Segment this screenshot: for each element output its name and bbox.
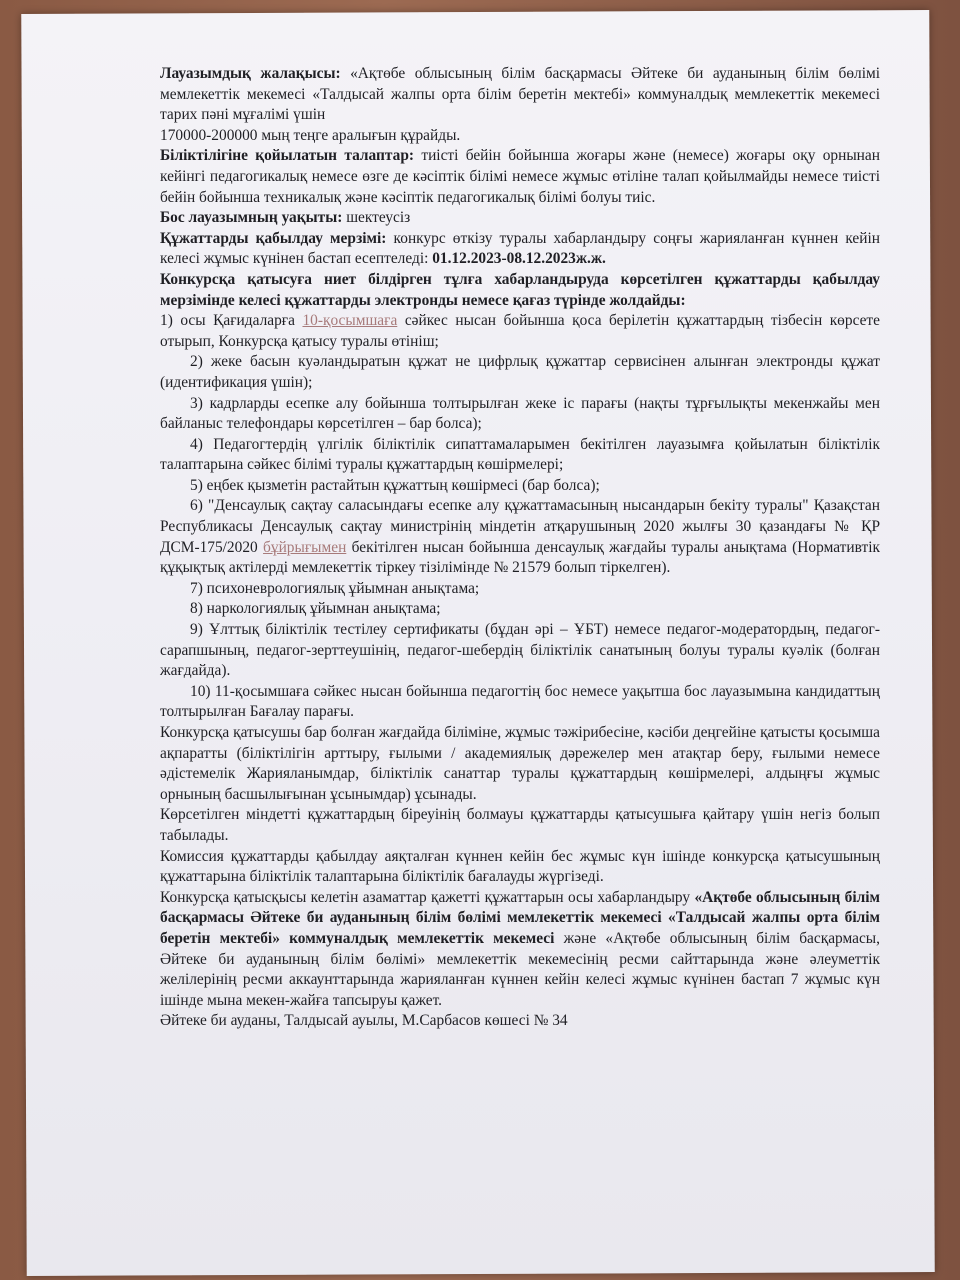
deadline-text: конкурс өткізу туралы хабарландыру соңғы жарияланған күннен кейін келесі жұмыс күнінен бастап есептеледі: [160, 229, 880, 268]
vacancy-time-text: шектеусіз [346, 209, 411, 227]
doc-item-1-suffix: сәйкес нысан бойынша қоса берілетін құжаттардың тізбесін көрсете отырып, Конкурсқа қатысу туралы өтініш; [160, 312, 880, 350]
documents-heading-text: Конкурсқа қатысуға ниет білдірген тұлға хабарландыруда көрсетілген құжаттарды қабылдау мерзімінде келесі құжаттарды электронды немесе қағаз түрінде жолдайды: [160, 270, 880, 309]
doc-item-9: 9) Ұлттық біліктілік тестілеу сертификаты (бұдан әрі – ҰБТ) немесе педагог-модератордың, педагог-сарапшының, педагог-зерттеушінің, педагог-шебердің біліктілік санатының болуы туралы куәлік (болған жағдайда). [160, 621, 880, 680]
vacancy-time-label: Бос лауазымның уақыты: [160, 209, 343, 227]
deadline-paragraph [160, 229, 880, 270]
doc-item-8: 8) наркологиялық ұйымнан анықтама; [190, 600, 441, 618]
doc-item-10: 10) 11-қосымшаға сәйкес нысан бойынша педагогтің бос немесе уақытша бос лауазымына кандидаттың толтырылған Бағалау парағы. [160, 682, 880, 721]
address-line: Әйтеке би ауданы, Талдысай ауылы, М.Сарбасов көшесі № 34 [160, 1012, 568, 1030]
additional-info-paragraph: Конкурсқа қатысушы бар болған жағдайда біліміне, жұмыс тәжірибесіне, кәсіби деңгейіне қатысты қосымша ақпаратты (біліктілігін арттыру, ғылыми / академиялық дәрежелер мен атақтар беру, ғылыми немесе әдістемелік Жарияланымдар, біліктілік санаттар туралы құжаттардың көшірмелері, алдыңғы жұмыс орнының басшылығынан ұсынымдар) ұсынады. [160, 724, 880, 803]
submission-intro: Конкурсқа қатысқысы келетін азаматтар қажетті құжаттарын осы хабарландыру [160, 888, 691, 906]
order-link[interactable]: бұйрығымен [263, 538, 347, 556]
requirements-paragraph [160, 146, 880, 208]
salary-text: «Ақтөбе облысының білім басқармасы Әйтеке би ауданының білім бөлімі мемлекеттік мекемесі «Талдысай жалпы орта білім беретін мектебі» коммуналдық мемлекеттік мекемесі тарих пәні мұғалімі үшін [160, 65, 880, 124]
deadline-dates: 01.12.2023-08.12.2023ж.ж. [432, 250, 606, 268]
submission-paragraph [160, 888, 880, 1012]
doc-item-1 [160, 311, 880, 352]
doc-item-6 [160, 496, 880, 578]
doc-item-6-prefix: 6) "Денсаулық сақтау саласындағы есепке алу құжаттамасының нысандарын бекіту туралы" Қазақстан Республикасы Денсаулық сақтау министрінің міндетін атқарушының 2020 жылғы 30 қазандағы № ҚР ДСМ-175/2020 [160, 497, 880, 556]
appendix-10-link[interactable]: 10-қосымшаға [302, 312, 398, 330]
submission-organization: «Ақтөбе облысының білім басқармасы Әйтеке би ауданының білім бөлімі мемлекеттік мекемесі «Талдысай жалпы орта білім беретін мектебі» коммуналдық мемлекеттік мекемесі [160, 888, 880, 947]
vacancy-time-paragraph [160, 208, 880, 229]
documents-heading [160, 270, 880, 311]
salary-amount: 170000-200000 мың теңге аралығын құрайды. [160, 126, 461, 144]
doc-item-7: 7) психоневрологиялық ұйымнан анықтама; [190, 579, 480, 597]
doc-item-1-prefix: 1) осы Қағидаларға [160, 312, 295, 330]
doc-item-4: 4) Педагогтердің үлгілік біліктілік сипаттамаларымен бекітілген лауазымға қойылатын біліктілік талаптарына сәйкес білімі туралы құжаттардың көшірмелері; [160, 435, 880, 474]
salary-paragraph [160, 64, 880, 146]
doc-item-5: 5) еңбек қызметін растайтын құжаттың көшірмесі (бар болса); [190, 476, 600, 494]
doc-item-2: 2) жеке басын куәландыратын құжат не цифрлық құжаттар сервисінен алынған электронды құжат (идентификация үшін); [160, 353, 880, 391]
requirements-label: Біліктілігіне қойылатын талаптар: [160, 147, 415, 165]
salary-label: Лауазымдық жалақысы: [160, 65, 341, 82]
document-body [160, 64, 880, 1032]
submission-rest: және «Ақтөбе облысының білім басқармасы, Әйтеке би ауданының білім бөлімі» мемлекеттік мекемесінің ресми сайттарында және әлеуметтік желілерінің ресми аккаунттарында жарияланған күннен кейін келесі жұмыс күнінен бастап 7 жұмыс күн ішінде мына мекен-жайға тапсыруы қажет. [160, 929, 880, 1009]
return-rule-paragraph: Көрсетілген міндетті құжаттардың біреуінің болмауы құжаттарды қатысушыға қайтару үшін негіз болып табылады. [160, 806, 880, 844]
doc-item-6-suffix: бекітілген нысан бойынша денсаулық жағдайы туралы анықтама (Нормативтік құқықтық актілерді мемлекеттік тіркеу тізілімінде № 21579 болып тіркелген). [160, 538, 880, 577]
doc-item-3: 3) кадрларды есепке алу бойынша толтырылған жеке іс парағы (нақты тұрғылықты мекенжайы мен байланыс телефондары көрсетілген – бар болса); [160, 394, 880, 433]
requirements-text: тиісті бейін бойынша жоғары және (немесе) жоғары оқу орнынан кейінгі педагогикалық немесе өзге де кәсіптік білімі немесе жұмыс өтіліне талап қойылмайды немесе тиісті бейін бойынша техникалық және кәсіптік педагогикалық білімі болуы тиіс. [160, 147, 880, 206]
deadline-label: Құжаттарды қабылдау мерзімі: [160, 229, 387, 247]
commission-paragraph: Комиссия құжаттарды қабылдау аяқталған күннен кейін бес жұмыс күн ішінде конкурсқа қатысушының құжаттарына біліктілік талаптарына біліктілік бағалауды жүргізеді. [160, 847, 880, 886]
